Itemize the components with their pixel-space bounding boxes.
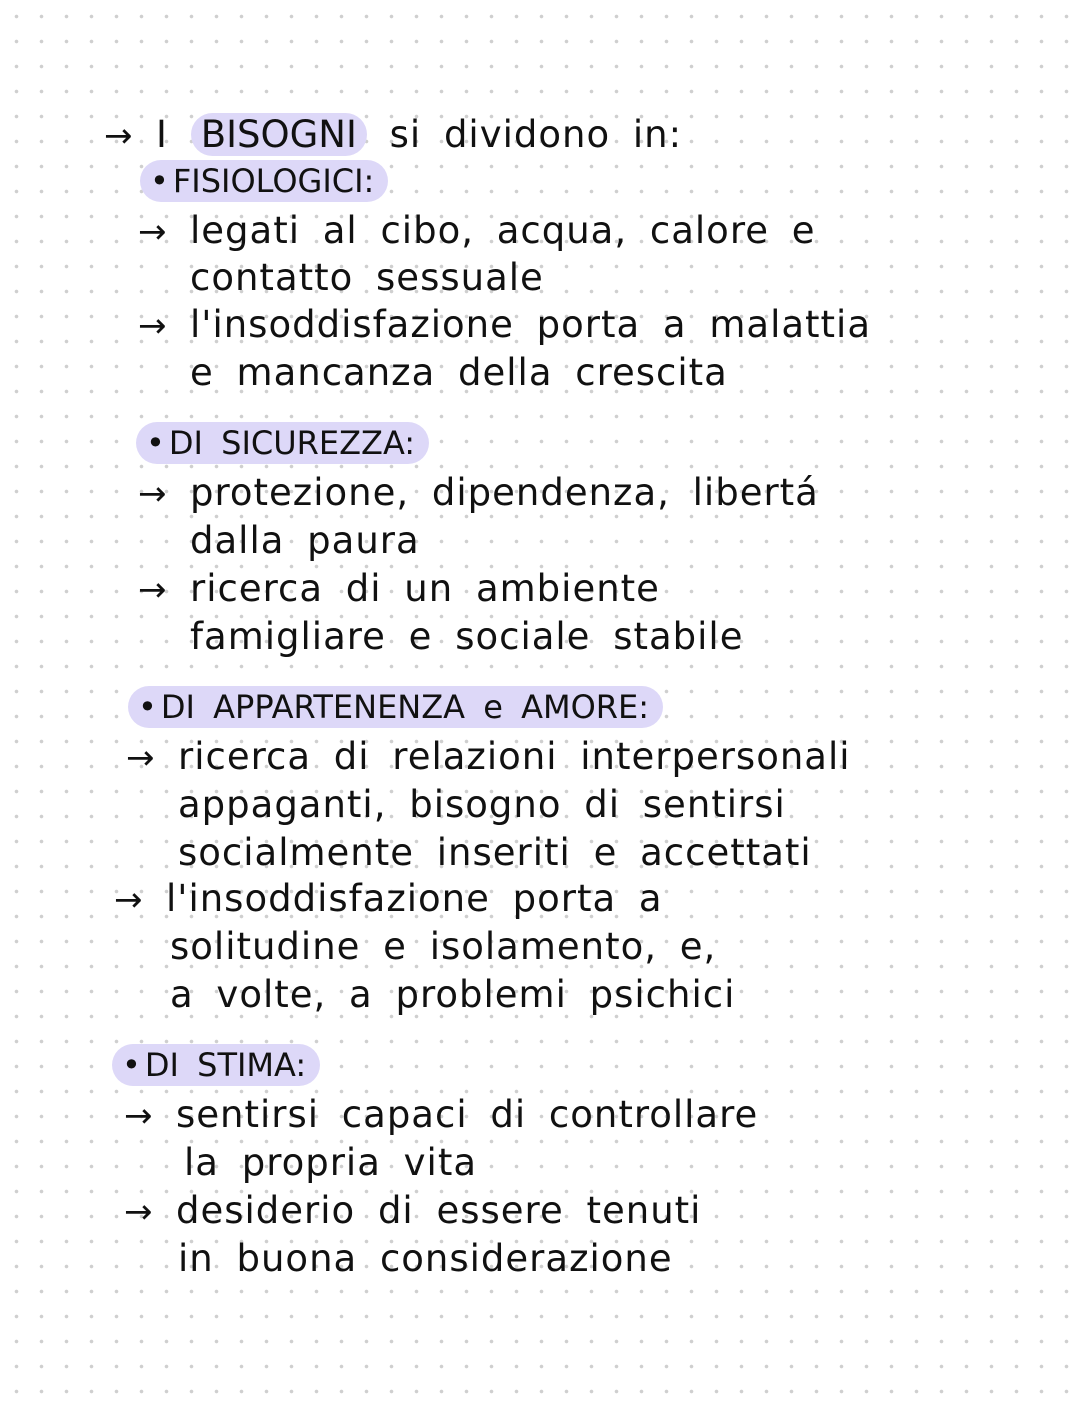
point-line: → desiderio di essere tenuti: [124, 1188, 701, 1235]
point-line: → protezione, dipendenza, libertá: [138, 470, 819, 517]
heading-text: DI STIMA:: [144, 1046, 307, 1084]
bullet-icon: •: [150, 162, 169, 200]
section-heading-sicurezza: [136, 422, 429, 464]
point-line-continued: in buona considerazione: [178, 1237, 673, 1280]
bullet-icon: •: [138, 688, 157, 726]
point-line-continued: e mancanza della crescita: [190, 351, 728, 394]
arrow-right-icon: →: [138, 570, 167, 610]
point-line: → legati al cibo, acqua, calore e: [138, 208, 816, 255]
arrow-right-icon: →: [124, 1192, 153, 1232]
point-line: → l'insoddisfazione porta a: [114, 876, 663, 923]
heading-text: FISIOLOGICI:: [172, 162, 375, 200]
point-line-continued: la propria vita: [184, 1141, 478, 1184]
section-heading-stima: [112, 1044, 320, 1086]
point-line-continued: famigliare e sociale stabile: [190, 615, 744, 658]
arrow-right-icon: →: [138, 306, 167, 346]
bullet-icon: •: [146, 424, 165, 462]
point-line: → ricerca di un ambiente: [138, 566, 660, 613]
arrow-right-icon: →: [124, 1096, 153, 1136]
section-heading-fisiologici: [140, 160, 388, 202]
heading-text: DI APPARTENENZA e AMORE:: [160, 688, 649, 726]
bullet-icon: •: [122, 1046, 141, 1084]
arrow-right-icon: →: [114, 880, 143, 920]
intro-line: [104, 112, 682, 159]
point-line-continued: appaganti, bisogno di sentirsi: [178, 783, 786, 826]
point-line-continued: dalla paura: [190, 519, 420, 562]
section-heading-appartenenza: [128, 686, 663, 728]
arrow-right-icon: →: [138, 474, 167, 514]
heading-text: DI SICUREZZA:: [168, 424, 416, 462]
point-line: → ricerca di relazioni interpersonali: [126, 734, 851, 781]
intro-prefix: I: [156, 113, 168, 156]
arrow-right-icon: →: [104, 116, 133, 156]
arrow-right-icon: →: [138, 212, 167, 252]
point-line-continued: contatto sessuale: [190, 256, 544, 299]
arrow-right-icon: →: [126, 738, 155, 778]
point-line: → sentirsi capaci di controllare: [124, 1092, 758, 1139]
point-line-continued: solitudine e isolamento, e,: [170, 925, 717, 968]
point-line-continued: a volte, a problemi psichici: [170, 973, 736, 1016]
intro-highlight-bisogni: BISOGNI: [191, 113, 367, 156]
point-line-continued: socialmente inseriti e accettati: [178, 831, 812, 874]
point-line: → l'insoddisfazione porta a malattia: [138, 302, 871, 349]
intro-suffix: si dividono in:: [389, 113, 683, 156]
